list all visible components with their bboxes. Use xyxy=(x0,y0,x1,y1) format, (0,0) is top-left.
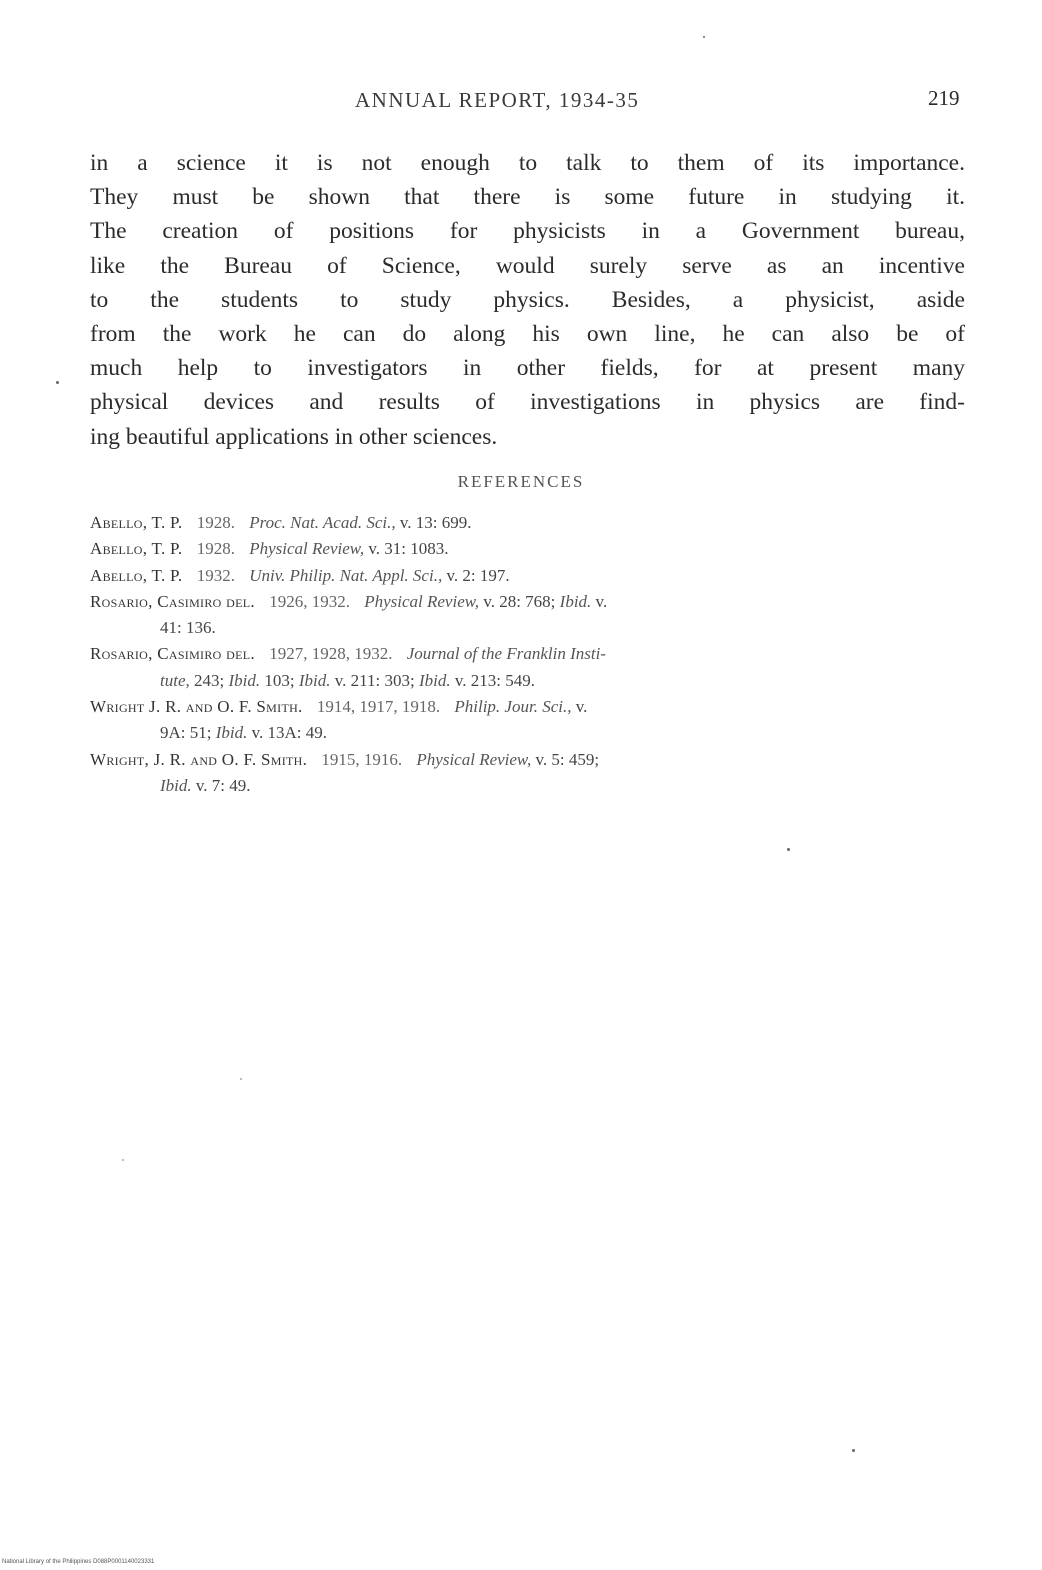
reference-detail: v. 13A: 49. xyxy=(251,723,328,743)
reference-item xyxy=(90,747,965,800)
scan-speck xyxy=(240,1078,242,1080)
reference-author: Rosario, Casimiro del. xyxy=(90,644,255,664)
body-line: in a science it is not enough to talk to them of its importance. xyxy=(90,150,965,176)
reference-journal: Physical Review, xyxy=(416,749,532,769)
reference-journal: Philip. Jour. Sci., xyxy=(454,697,572,717)
reference-continuation: 9A: 51; xyxy=(160,723,212,743)
reference-journal: Physical Review, xyxy=(364,591,480,611)
reference-ibid: Ibid. xyxy=(418,670,451,690)
page-number: 219 xyxy=(928,86,960,110)
reference-item xyxy=(90,536,965,562)
reference-year: 1915, 1916. xyxy=(321,749,403,769)
reference-ibid: Ibid. xyxy=(228,670,261,690)
reference-detail: v. 31: 1083. xyxy=(368,539,449,559)
body-line: from the work he can do along his own line, he can also be of xyxy=(90,320,965,347)
reference-continuation: 41: 136. xyxy=(160,618,216,638)
reference-ibid: Ibid. xyxy=(215,723,248,743)
reference-item xyxy=(90,641,965,694)
scan-speck xyxy=(122,1159,124,1161)
body-line: like the Bureau of Science, would surely serve as an incentive xyxy=(90,252,965,279)
reference-year: 1928. xyxy=(196,513,235,532)
reference-author: Abello, T. P. xyxy=(90,565,183,585)
reference-detail: v. xyxy=(575,697,588,717)
scan-speck xyxy=(852,1449,855,1452)
references-heading: REFERENCES xyxy=(457,472,585,491)
reference-ibid: Ibid. xyxy=(559,591,592,611)
reference-detail: v. 2: 197. xyxy=(446,565,510,585)
reference-author: Wright, J. R. and O. F. Smith. xyxy=(90,749,308,769)
scan-speck xyxy=(787,848,790,851)
reference-ibid: Ibid. xyxy=(160,775,192,795)
reference-item xyxy=(90,563,965,589)
body-line: to the students to study physics. Besides, a physicist, aside xyxy=(90,286,965,313)
reference-detail: v. xyxy=(595,591,608,611)
reference-detail: v. 28: 768; xyxy=(483,591,556,611)
body-line: They must be shown that there is some future in studying it. xyxy=(90,184,965,211)
reference-item xyxy=(90,589,965,642)
reference-item xyxy=(90,510,965,536)
body-paragraph xyxy=(90,146,965,454)
body-line: much help to investigators in other fields, for at present many xyxy=(90,355,965,382)
reference-year: 1914, 1917, 1918. xyxy=(316,697,441,717)
reference-ibid: Ibid. xyxy=(298,670,331,690)
reference-author: Abello, T. P. xyxy=(90,539,183,559)
body-line: physical devices and results of investigations in physics are find- xyxy=(90,389,965,416)
reference-item xyxy=(90,694,965,747)
reference-journal: Proc. Nat. Acad. Sci., xyxy=(249,513,396,532)
reference-year: 1932. xyxy=(196,565,235,585)
reference-year: 1928. xyxy=(196,539,235,559)
reference-detail: v. 213: 549. xyxy=(454,670,535,690)
reference-detail: v. 211: 303; xyxy=(334,670,415,690)
body-line: ing beautiful applications in other sciences. xyxy=(90,423,498,450)
reference-author: Abello, T. P. xyxy=(90,513,183,532)
library-footer-note: National Library of the Philippines D088P0001140023331 xyxy=(2,1559,155,1565)
reference-continuation: 243; xyxy=(194,670,225,690)
reference-journal: Journal of the Franklin Insti- xyxy=(406,644,606,664)
reference-author: Rosario, Casimiro del. xyxy=(90,591,255,611)
reference-year: 1927, 1928, 1932. xyxy=(269,644,393,664)
body-line: The creation of positions for physicists in a Government bureau, xyxy=(90,218,965,245)
scan-speck xyxy=(56,381,59,384)
running-title: ANNUAL REPORT, 1934-35 xyxy=(355,88,640,112)
reference-year: 1926, 1932. xyxy=(269,591,350,611)
reference-journal: tute, xyxy=(160,670,190,690)
reference-detail: v. 13: 699. xyxy=(399,513,472,532)
reference-detail: 103; xyxy=(264,670,295,690)
reference-journal: Physical Review, xyxy=(249,539,365,559)
reference-detail: v. 7: 49. xyxy=(195,775,251,795)
reference-detail: v. 5: 459; xyxy=(535,749,600,769)
references-list xyxy=(90,510,965,799)
reference-journal: Univ. Philip. Nat. Appl. Sci., xyxy=(249,565,443,585)
scan-speck xyxy=(703,36,705,38)
reference-author: Wright J. R. and O. F. Smith. xyxy=(90,697,303,717)
